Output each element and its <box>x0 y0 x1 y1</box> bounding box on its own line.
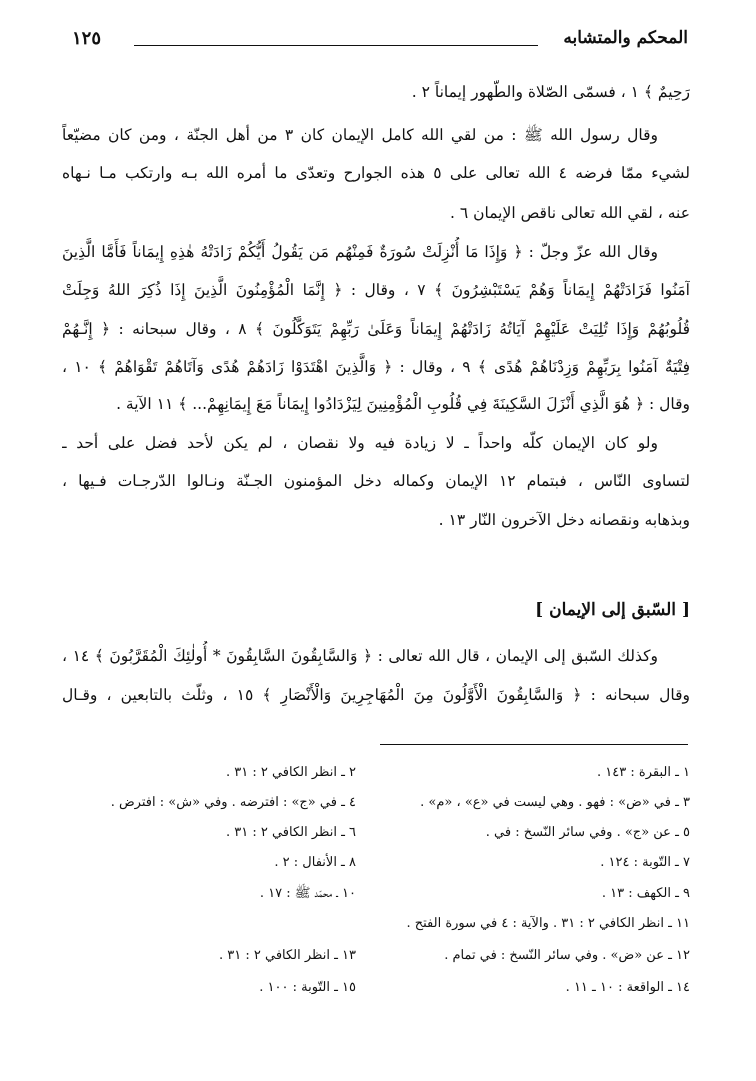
footnote: ٤ ـ في «ج» : افترضه . وفي «ش» : افترض . <box>110 795 356 810</box>
footnote: ٢ ـ انظر الكافي ٢ : ٣١ . <box>225 765 356 780</box>
text-line: وقال : ﴿ هُوَ الَّذِي أَنْزَلَ السَّكِينَةَ فِي قُلُوبِ الْمُؤْمِنِينَ لِيَزْدَادُوا إِيمَاناً مَعَ إِيمَانِهِمْ... ﴾ ١١ الآية . <box>116 395 690 413</box>
footnote: ٧ ـ التّوبة : ١٢٤ . <box>600 855 690 870</box>
section-heading: [ السّبق إلى الإيمان ] <box>535 600 690 620</box>
header-title: المحكم والمتشابه <box>563 28 688 48</box>
text-line: وبذهابه ونقصانه دخل الآخرون النّار ١٣ . <box>438 511 690 529</box>
footnote: ١ ـ البقرة : ١٤٣ . <box>597 765 690 780</box>
footnote: ١٠ ـ محمّد ﷺ : ١٧ . <box>259 886 356 901</box>
text-line: ولو كان الإيمان كلّه واحداً ـ لا زيادة فيه ولا نقصان ، لم يكن لأحد فضل على أحد ـ <box>62 434 658 452</box>
footnote-separator <box>380 744 688 745</box>
text-line: وقال سبحانه : ﴿ وَالسَّابِقُونَ الْأَوَّلُونَ مِنَ الْمُهَاجِرِينَ وَالْأَنْصَارِ ﴾ ١٥ ، وثلّث بالتابعين ، وقـال <box>62 686 690 704</box>
text-line: وقال رسول الله ﷺ : من لقي الله كامل الإيمان كان ٣ من أهل الجنّة ، ومن كان مضيّعاً <box>62 126 658 144</box>
text-line: وقال الله عزّ وجلّ : ﴿ وَإِذَا مَا أُنْزِلَتْ سُورَةٌ فَمِنْهُم مَن يَقُولُ أَيُّكُمْ زَادَتْهُ هٰذِهِ إِيمَاناً فَأَمَّا الَّذِينَ <box>62 243 658 261</box>
footnote: ٩ ـ الكهف : ١٣ . <box>601 886 690 901</box>
footnote: ٣ ـ في «ض» : فهو . وهي ليست في «ع» ، «م» . <box>420 795 690 810</box>
text-line: وكذلك السّبق إلى الإيمان ، قال الله تعالى : ﴿ وَالسَّابِقُونَ السَّابِقُونَ * أُولٰئِكَ الْمُقَرَّبُونَ ﴾ ١٤ ، <box>62 647 658 665</box>
header-rule <box>134 45 538 46</box>
text-line: آمَنُوا فَزَادَتْهُمْ إِيمَاناً وَهُمْ يَسْتَبْشِرُونَ ﴾ ٧ ، وقال : ﴿ إِنَّمَا الْمُؤْمِنُونَ الَّذِينَ إِذَا ذُكِرَ اللهُ وَجِلَتْ <box>62 281 690 299</box>
text-line: فِتْيَةٌ آمَنُوا بِرَبِّهِمْ وَزِدْنَاهُمْ هُدًى ﴾ ٩ ، وقال : ﴿ وَالَّذِينَ اهْتَدَوْا زَادَهُمْ هُدًى وَآتَاهُمْ تَقْوَاهُمْ ﴾ ١٠ ، <box>62 358 690 376</box>
footnote: ٥ ـ عن «ج» . وفي سائر النّسخ : في . <box>485 825 690 840</box>
footnote: ١٢ ـ عن «ض» . وفي سائر النّسخ : في تمام . <box>444 948 690 963</box>
running-header <box>72 28 688 58</box>
footnote: ١٣ ـ انظر الكافي ٢ : ٣١ . <box>218 948 356 963</box>
footnote: ٨ ـ الأنفال : ٢ . <box>274 855 356 870</box>
footnote: ١١ ـ انظر الكافي ٢ : ٣١ . والآية : ٤ في سورة الفتح . <box>406 916 690 931</box>
text-line: عنه ، لقي الله تعالى ناقص الإيمان ٦ . <box>450 204 690 222</box>
text-line: قُلُوبُهُمْ وَإِذَا تُلِيَتْ عَلَيْهِمْ آيَاتُهُ زَادَتْهُمْ إِيمَاناً وَعَلَىٰ رَبِّهِمْ يَتَوَكَّلُونَ ﴾ ٨ ، وقال سبحانه : ﴿ إِنَّـهُمْ <box>62 320 690 338</box>
text-line: لتساوى النّاس ، فبتمام ١٢ الإيمان وكماله دخل المؤمنون الجـنّة ونـالوا الدّرجـات فـيها ، <box>62 472 690 490</box>
footnote: ٦ ـ انظر الكافي ٢ : ٣١ . <box>225 825 356 840</box>
page-number: ١٢٥ <box>72 28 102 49</box>
text-line: لشيء ممّا فرضه ٤ الله تعالى على ٥ هذه الجوارح وتعدّى ما أمره الله بـه وارتكب مـا نـهاه <box>62 164 690 182</box>
footnote: ١٥ ـ التّوبة : ١٠٠ . <box>259 980 356 995</box>
footnote: ١٤ ـ الواقعة : ١٠ ـ ١١ . <box>565 980 690 995</box>
text-line: رَحِيمٌ ﴾ ١ ، فسمّى الصّلاة والطّهور إيماناً ٢ . <box>411 83 690 101</box>
